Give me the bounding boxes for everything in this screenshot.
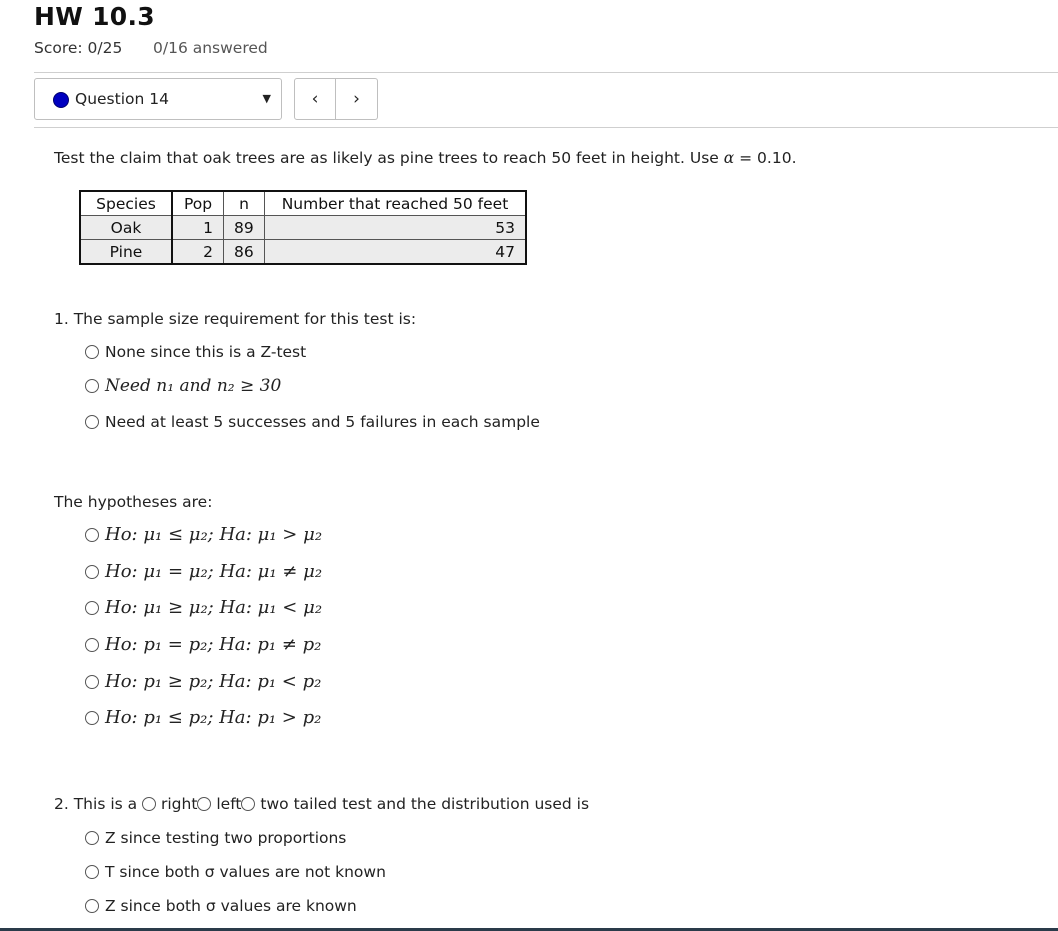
tail-option-two-tailed[interactable] [241, 795, 337, 813]
hypothesis-option[interactable] [85, 597, 322, 618]
radio-button[interactable] [85, 379, 99, 393]
cell-species: Pine [80, 240, 172, 265]
answered-count: 0/16 answered [153, 39, 268, 57]
cell-number-reached: 47 [265, 240, 527, 265]
radio-button[interactable] [85, 711, 99, 725]
option-label: T since both σ values are not known [105, 863, 386, 881]
question-status-dot-icon [53, 92, 69, 108]
radio-button[interactable] [197, 797, 211, 811]
cell-pop: 1 [172, 216, 224, 240]
data-table [79, 190, 527, 265]
header-n: n [224, 191, 265, 216]
chevron-left-icon: ‹ [311, 89, 319, 109]
option-label: Ho: μ₁ ≥ μ₂; Ha: μ₁ < μ₂ [105, 597, 323, 618]
header-pop: Pop [172, 191, 224, 216]
q2-prefix: 2. This is a [54, 795, 143, 813]
alpha-symbol: α [723, 149, 735, 167]
radio-button[interactable] [85, 675, 99, 689]
radio-button[interactable] [85, 865, 99, 879]
tail-option-right[interactable] [142, 795, 197, 813]
tail-option-label: right [161, 795, 198, 813]
tail-option-label: two tailed [260, 795, 338, 813]
q1-label: 1. The sample size requirement for this test is: [54, 310, 417, 328]
option-label: Need at least 5 successes and 5 failures in each sample [105, 413, 540, 431]
option-label: Ho: μ₁ = μ₂; Ha: μ₁ ≠ μ₂ [105, 561, 323, 582]
radio-button[interactable] [142, 797, 156, 811]
radio-button[interactable] [85, 638, 99, 652]
tail-option-left[interactable] [197, 795, 241, 813]
radio-button[interactable] [85, 415, 99, 429]
hypothesis-option[interactable] [85, 634, 321, 655]
previous-question-button[interactable] [294, 78, 336, 120]
alpha-value: = 0.10. [734, 149, 797, 167]
option-label: Z since both σ values are known [105, 897, 357, 915]
radio-button[interactable] [85, 899, 99, 913]
hypotheses-label: The hypotheses are: [54, 493, 213, 511]
option-label: Z since testing two proportions [105, 829, 347, 847]
radio-button[interactable] [85, 601, 99, 615]
page-title: HW 10.3 [34, 2, 155, 31]
q2-option[interactable] [85, 863, 386, 881]
score-text: Score: 0/25 [34, 39, 123, 57]
hypothesis-option[interactable] [85, 524, 322, 545]
option-label: Ho: p₁ ≥ p₂; Ha: p₁ < p₂ [105, 671, 322, 692]
cell-species: Oak [80, 216, 172, 240]
header-number-reached: Number that reached 50 feet [265, 191, 527, 216]
table-header-row [80, 191, 526, 216]
q2-option[interactable] [85, 829, 346, 847]
q1-option[interactable] [85, 343, 306, 361]
q1-option[interactable] [85, 376, 281, 396]
option-label: None since this is a Z-test [105, 343, 307, 361]
prompt-text: Test the claim that oak trees are as likely as pine trees to reach 50 feet in height. Use [54, 149, 724, 167]
header-divider [34, 72, 1058, 73]
radio-button[interactable] [85, 345, 99, 359]
option-label: Need n₁ and n₂ ≥ 30 [105, 376, 282, 396]
option-label: Ho: p₁ = p₂; Ha: p₁ ≠ p₂ [105, 634, 322, 655]
chevron-right-icon: › [353, 89, 360, 109]
hypothesis-option[interactable] [85, 707, 321, 728]
caret-down-icon: ▼ [262, 92, 271, 105]
question-prompt [54, 149, 797, 167]
nav-divider [34, 127, 1058, 128]
radio-button[interactable] [241, 797, 255, 811]
hypothesis-option[interactable] [85, 671, 321, 692]
question-select-label: Question 14 [75, 90, 169, 108]
hypothesis-option[interactable] [85, 561, 322, 582]
option-label: Ho: μ₁ ≤ μ₂; Ha: μ₁ > μ₂ [105, 524, 323, 545]
cell-number-reached: 53 [265, 216, 527, 240]
table-row [80, 216, 526, 240]
q2-option[interactable] [85, 897, 357, 915]
tail-option-label: left [216, 795, 242, 813]
q1-option[interactable] [85, 413, 540, 431]
table-row [80, 240, 526, 265]
q2-suffix: test and the distribution used is [337, 795, 590, 813]
cell-n: 86 [224, 240, 265, 265]
radio-button[interactable] [85, 565, 99, 579]
question-select[interactable] [34, 78, 282, 120]
cell-n: 89 [224, 216, 265, 240]
header-species: Species [80, 191, 172, 216]
radio-button[interactable] [85, 528, 99, 542]
q2-sentence [54, 795, 589, 813]
option-label: Ho: p₁ ≤ p₂; Ha: p₁ > p₂ [105, 707, 322, 728]
next-question-button[interactable] [336, 78, 378, 120]
cell-pop: 2 [172, 240, 224, 265]
radio-button[interactable] [85, 831, 99, 845]
